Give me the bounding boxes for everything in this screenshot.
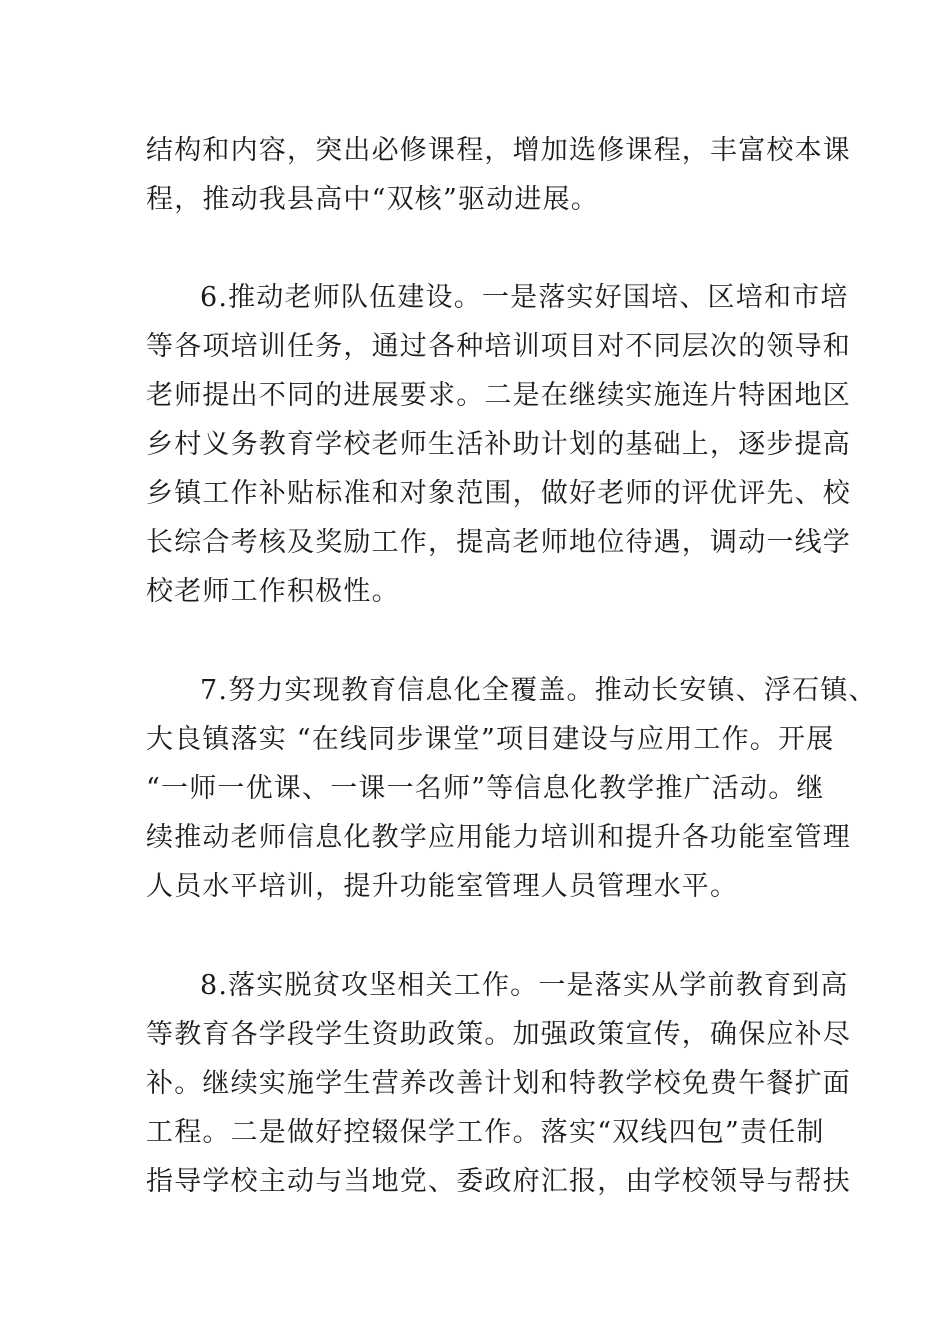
text-line: 补。继续实施学生营养改善计划和特教学校免费午餐扩面 — [146, 1068, 851, 1099]
paragraph-item-6 — [146, 273, 851, 616]
text-line: 结构和内容，突出必修课程，增加选修课程，丰富校本课 — [146, 135, 851, 166]
text-line: 校老师工作积极性。 — [146, 576, 400, 607]
text-line: 程，推动我县高中“双核”驱动进展。 — [146, 184, 600, 215]
text-line: 乡村义务教育学校老师生活补助计划的基础上，逐步提高 — [146, 429, 851, 460]
text-line: 8.落实脱贫攻坚相关工作。一是落实从学前教育到高 — [200, 970, 849, 1001]
text-line: 乡镇工作补贴标准和对象范围，做好老师的评优评先、校 — [146, 478, 851, 509]
text-line: “一师一优课、一课一名师”等信息化教学推广活动。继 — [146, 773, 825, 804]
text-line: 人员水平培训，提升功能室管理人员管理水平。 — [146, 871, 739, 902]
paragraph-item-7 — [146, 666, 877, 911]
text-line: 6.推动老师队伍建设。一是落实好国培、区培和市培 — [200, 282, 849, 313]
text-line: 工程。二是做好控辍保学工作。落实“双线四包”责任制 — [146, 1117, 825, 1148]
text-line: 长综合考核及奖励工作，提高老师地位待遇，调动一线学 — [146, 527, 851, 558]
paragraph-item-8 — [146, 961, 851, 1206]
paragraph-continued — [146, 126, 851, 224]
text-line: 等教育各学段学生资助政策。加强政策宣传，确保应补尽 — [146, 1019, 851, 1050]
text-line: 指导学校主动与当地党、委政府汇报，由学校领导与帮扶 — [146, 1166, 851, 1197]
text-line: 老师提出不同的进展要求。二是在继续实施连片特困地区 — [146, 380, 851, 411]
text-line: 等各项培训任务，通过各种培训项目对不同层次的领导和 — [146, 331, 851, 362]
text-line: 续推动老师信息化教学应用能力培训和提升各功能室管理 — [146, 822, 851, 853]
text-line: 大良镇落实 “在线同步课堂”项目建设与应用工作。开展 — [146, 724, 835, 755]
text-line: 7.努力实现教育信息化全覆盖。推动长安镇、浮石镇、 — [200, 675, 877, 706]
